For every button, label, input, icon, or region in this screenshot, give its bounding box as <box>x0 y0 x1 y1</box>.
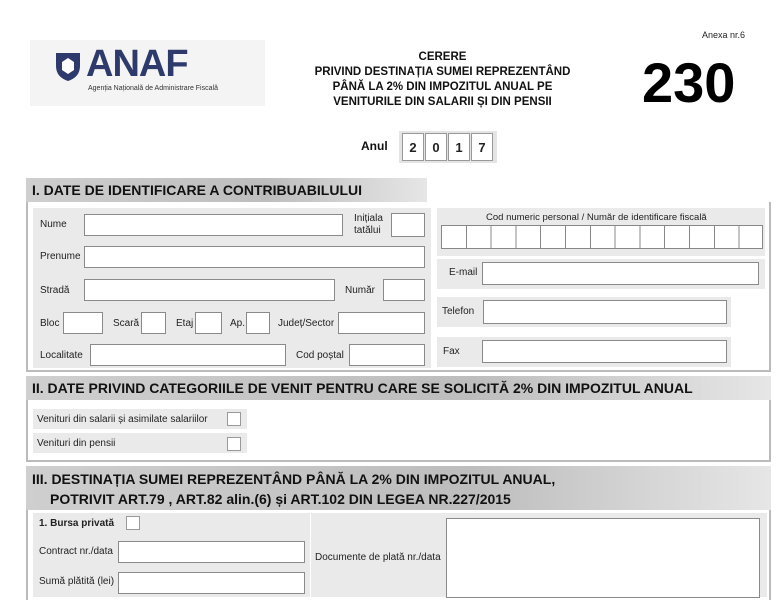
ap-field[interactable] <box>246 312 270 334</box>
fax-label: Fax <box>443 346 460 357</box>
email-label: E-mail <box>449 267 478 278</box>
telefon-label: Telefon <box>442 306 475 317</box>
bloc-field[interactable] <box>63 312 103 334</box>
page-title <box>300 50 585 110</box>
bursa-label: 1. Bursa privată <box>39 518 115 529</box>
section-1-title: I. DATE DE IDENTIFICARE A CONTRIBUABILULUI <box>32 182 363 198</box>
prenume-field[interactable] <box>84 246 425 268</box>
strada-label: Stradă <box>40 285 70 296</box>
year-box <box>399 131 497 163</box>
documente-field[interactable] <box>446 518 760 598</box>
bloc-label: Bloc <box>40 318 60 329</box>
year-digit-3[interactable]: 1 <box>448 133 470 161</box>
salary-income-checkbox[interactable] <box>227 412 241 426</box>
judet-label: Județ/Sector <box>278 318 335 329</box>
cod-postal-label: Cod poștal <box>296 350 344 361</box>
telefon-field[interactable] <box>483 300 727 324</box>
localitate-field[interactable] <box>90 344 286 366</box>
ap-label: Ap. <box>230 318 246 329</box>
form-number: 230 <box>642 51 736 114</box>
nume-field[interactable] <box>84 214 343 236</box>
etaj-label: Etaj <box>176 318 194 329</box>
anaf-logo <box>30 40 265 106</box>
initiala-field[interactable] <box>391 213 425 237</box>
year-digit-1[interactable]: 2 <box>402 133 424 161</box>
income-option-1-label: Venituri din salarii și asimilate salariilor <box>37 414 208 425</box>
email-field[interactable] <box>482 262 759 285</box>
initiala-line-1: Inițiala <box>354 213 383 224</box>
contract-label: Contract nr./data <box>39 546 113 557</box>
numar-label: Număr <box>345 285 376 296</box>
year-digit-2[interactable]: 0 <box>425 133 447 161</box>
annex-label: Anexa nr.6 <box>702 30 746 40</box>
section-3-title <box>32 469 555 509</box>
cod-postal-field[interactable] <box>349 344 425 366</box>
prenume-label: Prenume <box>40 251 81 262</box>
cnp-grid[interactable] <box>441 225 763 249</box>
initiala-line-2: tatălui <box>354 225 381 236</box>
year-label: Anul <box>361 139 388 153</box>
cnp-label: Cod numeric personal / Număr de identificare fiscală <box>486 212 707 223</box>
title-line-3: PÂNĂ LA 2% DIN IMPOZITUL ANUAL PE <box>332 81 553 93</box>
judet-field[interactable] <box>338 312 425 334</box>
bursa-checkbox[interactable] <box>126 516 140 530</box>
numar-field[interactable] <box>383 279 425 301</box>
nume-label: Nume <box>40 219 67 230</box>
logo-text: ANAF <box>86 43 188 85</box>
scara-field[interactable] <box>141 312 166 334</box>
section-3-title-line-1: III. DESTINAȚIA SUMEI REPREZENTÂND PÂNĂ LA 2% DIN IMPOZITUL ANUAL, <box>32 471 556 487</box>
contract-field[interactable] <box>118 541 305 563</box>
year-digit-4[interactable]: 7 <box>471 133 493 161</box>
title-line-2: PRIVIND DESTINAȚIA SUMEI REPREZENTÂND <box>314 66 571 78</box>
localitate-label: Localitate <box>40 350 83 361</box>
strada-field[interactable] <box>84 279 335 301</box>
section-3-title-line-2: POTRIVIT ART.79 , ART.82 alin.(6) și ART.102 DIN LEGEA NR.227/2015 <box>50 491 511 507</box>
title-line-1: CERERE <box>418 51 467 63</box>
fax-field[interactable] <box>482 340 727 363</box>
initiala-label <box>354 213 383 237</box>
suma-label: Sumă plătită (lei) <box>39 576 115 587</box>
scara-label: Scară <box>113 318 140 329</box>
logo-subtitle: Agenția Națională de Administrare Fiscală <box>88 85 218 92</box>
pension-income-checkbox[interactable] <box>227 437 241 451</box>
title-line-4: VENITURILE DIN SALARII ȘI DIN PENSII <box>333 96 552 108</box>
etaj-field[interactable] <box>195 312 222 334</box>
shield-icon <box>54 50 82 82</box>
suma-field[interactable] <box>118 572 305 594</box>
income-option-2-label: Venituri din pensii <box>37 438 116 449</box>
section-2-title: II. DATE PRIVIND CATEGORIILE DE VENIT PENTRU CARE SE SOLICITĂ 2% DIN IMPOZITUL ANUAL <box>32 380 693 396</box>
documente-label: Documente de plată nr./data <box>315 552 441 563</box>
